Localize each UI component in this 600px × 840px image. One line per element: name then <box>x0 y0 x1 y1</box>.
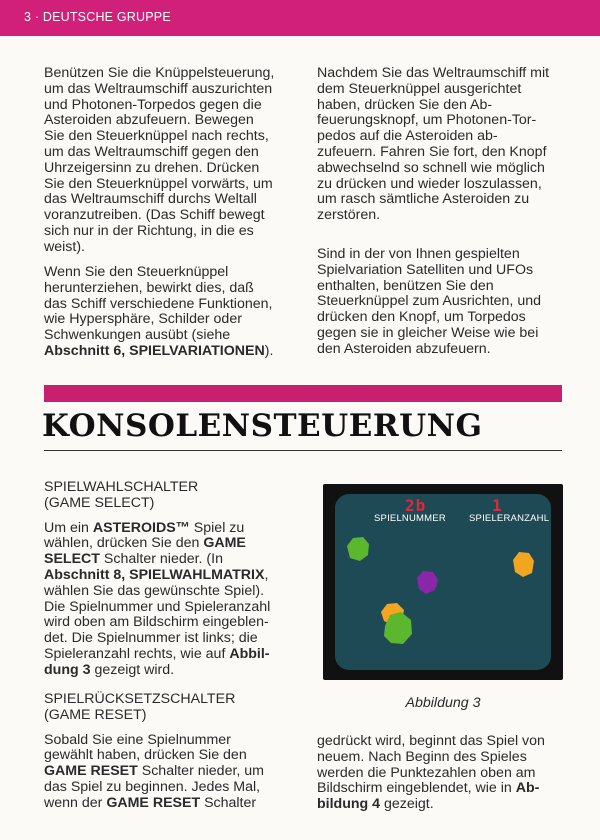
top-left-column <box>44 66 294 360</box>
game-number-display: 2b <box>405 496 427 515</box>
asteroid-orange-right <box>513 552 534 577</box>
section-divider <box>44 450 562 451</box>
fire-paragraph: Nachdem Sie das Weltraumschiff mit dem Steuerknüppel ausgerichtet haben, drücken Sie den Ab- feuerungsknopf, um Photonen-Tor- pedos auf die Asteroiden ab- zufeuern. Fahren Sie fort, den Knopf abwechselnd so schnell wie möglich zu drücken und wieder loszulassen, um rasch sämtliche Asteroiden zu zerstören. <box>317 65 550 224</box>
page-header: 3 · DEUTSCHE GRUPPE <box>24 10 171 24</box>
asteroid-purple <box>417 571 438 594</box>
top-right-column <box>317 65 569 357</box>
game-number-label: SPIELNUMMER <box>374 513 446 524</box>
section-reference: Abschnitt 6, SPIELVARIATIONEN <box>44 342 265 359</box>
continuation-text: gedrückt wird, beginnt das Spiel von neuem. Nach Beginn des Spieles werden die Punktezahlen oben am Bildschirm eingeblendet, wie in Ab- bildung 4 gezeigt. <box>317 733 545 813</box>
ufo-paragraph: Sind in der von Ihnen gespielten Spielvariation Satelliten und UFOs enthalten, benützen Sie den Steuerknüppel zum Ausrichten, und drücken den Knopf, um Torpedos gegen sie in gleicher Weise wie bei den Asteroiden abzufeuern. <box>317 246 541 357</box>
controls-paragraph-2: Wenn Sie den Steuerknüppel herunterziehen, bewirkt dies, daß das Schiff verschiedene Funktionen, wie Hypersphäre, Schilder oder Schwenkungen ausübt (siehe Abschnitt 6, SPIELVARIATIONEN). <box>44 264 274 359</box>
figure-3-image <box>323 484 563 680</box>
player-count-display: 1 <box>492 496 503 515</box>
continuation-column <box>317 734 569 813</box>
player-count-label: SPIELERANZAHL <box>469 513 550 524</box>
game-select-section <box>44 480 294 679</box>
asteroid-field <box>335 494 551 670</box>
figure-caption: Abbildung 3 <box>405 695 481 711</box>
game-screen <box>335 494 551 670</box>
game-reset-section <box>44 692 294 812</box>
game-reset-heading: SPIELRÜCKSETZSCHALTER (GAME RESET) <box>44 691 236 723</box>
section-band <box>44 385 562 402</box>
game-select-heading: SPIELWAHLSCHALTER (GAME SELECT) <box>44 479 199 511</box>
controls-paragraph-1: Benützen Sie die Knüppelsteuerung, um das Weltraumschiff auszurichten und Photonen-Torpedos gegen die Asteroiden abzufeuern. Bewegen Sie den Steuerknüppel nach rechts, um das Weltraumschiff gegen den Uhrzeigersinn zu drehen. Drücken Sie den Steuerknüppel vorwärts, um das Weltraumschiff durchs Weltall voranzutreiben. (Das Schiff bewegt sich nur in der Richtung, in die es weist). <box>44 65 275 255</box>
asteroid-green-large <box>347 537 369 561</box>
game-reset-text: Sobald Sie eine Spielnummer gewählt haben, drücken Sie den GAME RESET Schalter nieder, um das Spiel zu beginnen. Jedes Mal, wenn der GAME RESET Schalter <box>44 731 264 811</box>
section-title: KONSOLENSTEUERUNG <box>42 408 483 444</box>
game-select-text: Um ein ASTEROIDS™ Spiel zu wählen, drücken Sie den GAME SELECT Schalter nieder. (In Abschnitt 8, SPIELWAHLMATRIX, wählen Sie das gewünschte Spiel). Die Spielnummer und Spieleranzahl wird oben am Bildschirm eingeblen- det. Die Spielnummer ist links; die Spieleranzahl rechts, wie auf Abbil- dung 3 gezeigt wird. <box>44 519 271 678</box>
